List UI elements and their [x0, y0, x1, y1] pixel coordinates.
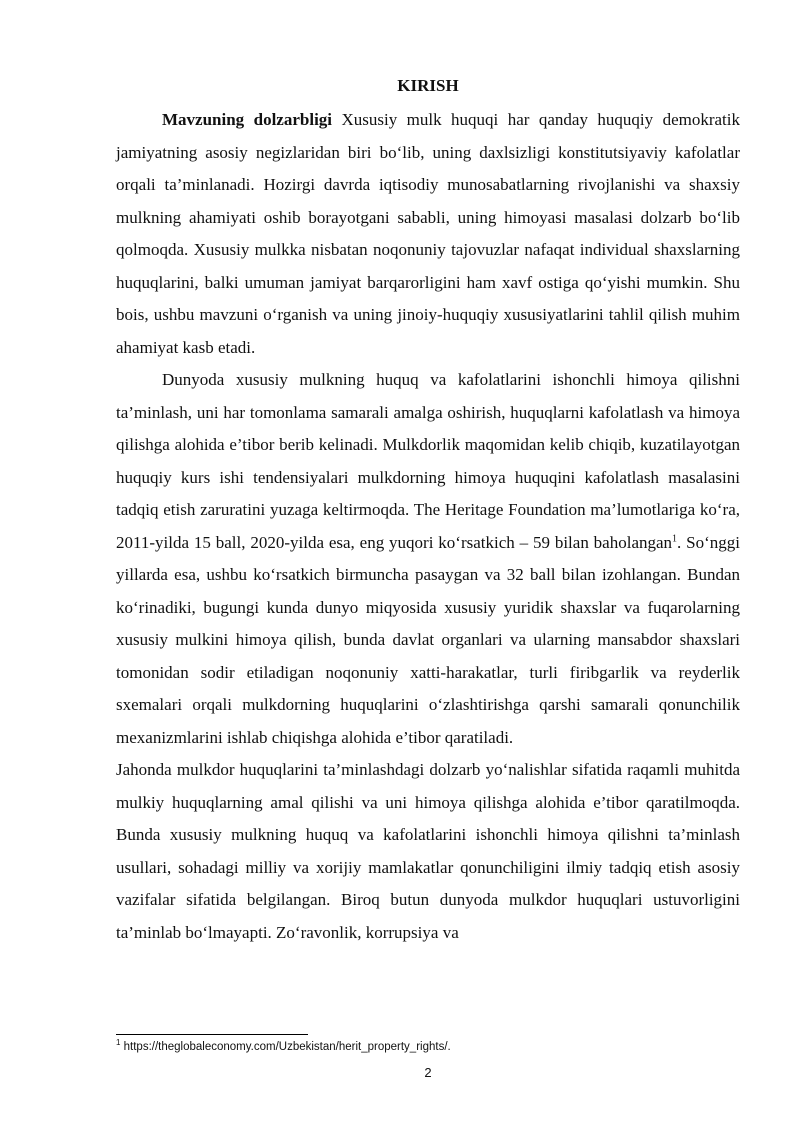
- paragraph-text: Dunyoda xususiy mulkning huquq va kafolatlarini ishonchli himoya qilishni ta’minlash, uni har tomonlama samarali amalga oshirish, huquqlarni kafolatlash va himoya qilishga alohida e’tibor berib kelinadi. Mulkdorlik maqomidan kelib chiqib, kuzatilayotgan huquqiy kurs ishi tendensiyalari mulkdorning himoya huquqini kafolatlash masalasini tadqiq etish zaruratini yuzaga keltirmoqda. The Heritage Foundation ma’lumotlariga ko‘ra, 2011-yilda 15 ball, 2020-yilda esa, eng yuqori ko‘rsatkich – 59 bilan baholangan: [116, 370, 740, 552]
- paragraph-digital-rights: [116, 754, 740, 949]
- paragraph-world-protection: [116, 364, 740, 754]
- footnote: [116, 1038, 740, 1053]
- paragraph-text: Xususiy mulk huquqi har qanday huquqiy demokratik jamiyatning asosiy negizlaridan biri bo‘lib, uning daxlsizligi konstitutsiyaviy kafolatlar orqali ta’minlanadi. Hozirgi davrda iqtisodiy munosabatlarning rivojlanishi va shaxsiy mulkning ahamiyati oshib borayotgani sababli, uning himoyasi masalasi dolzarb bo‘lib qolmoqda. Xususiy mulkka nisbatan noqonuniy tajovuzlar nafaqat individual shaxslarning huquqlarini, balki umuman jamiyat barqarorligini ham xavf ostiga qo‘yishi mumkin. Shu bois, ushbu mavzuni o‘rganish va uning jinoiy-huquqiy xususiyatlarini tahlil qilish muhim ahamiyat kasb etadi.: [116, 110, 741, 357]
- paragraph-text: . So‘nggi yillarda esa, ushbu ko‘rsatkich birmuncha pasaygan va 32 ball bilan izohlangan. Bundan ko‘rinadiki, bugungi kunda dunyo miqyosida xususiy yuridik shaxslar va fuqarolarning xususiy mulkini himoya qilish, bunda davlat organlari va ularning mansabdor shaxslari tomonidan sodir etiladigan noqonuniy xatti-harakatlar, turli firibgarlik va reyderlik sxemalari orqali mulkdorning huquqlarini o‘zlashtirishga qarshi samarali qonunchilik mexanizmlarini ishlab chiqishga alohida e’tibor qaratiladi.: [116, 532, 740, 747]
- paragraph-lead: Mavzuning dolzarbligi: [162, 110, 333, 129]
- page-number: 2: [424, 1065, 432, 1080]
- footnote-text[interactable]: https://theglobaleconomy.com/Uzbekistan/herit_property_rights/.: [120, 1041, 451, 1053]
- footnote-marker: 1: [116, 1038, 121, 1048]
- section-heading: KIRISH: [397, 76, 459, 95]
- footnote-separator: [116, 1034, 308, 1035]
- footnote-reference[interactable]: 1: [672, 532, 678, 544]
- paragraph-text: Jahonda mulkdor huquqlarini ta’minlashdagi dolzarb yo‘nalishlar sifatida raqamli muhitda mulkiy huquqlarning amal qilishi va uni himoya qilishga alohida e’tibor qaratilmoqda. Bunda xususiy mulkning huquq va kafolatlarini ishonchli himoya qilishni ta’minlash usullari, sohadagi milliy va xorijiy mamlakatlar qonunchiligini ilmiy tadqiq etish asosiy vazifalar sifatida belgilangan. Biroq butun dunyoda mulkdor huquqlari ustuvorligini ta’minlab bo‘lmayapti. Zo‘ravonlik, korrupsiya va: [116, 760, 740, 942]
- body-text: [116, 104, 740, 949]
- paragraph-relevance: [116, 104, 740, 364]
